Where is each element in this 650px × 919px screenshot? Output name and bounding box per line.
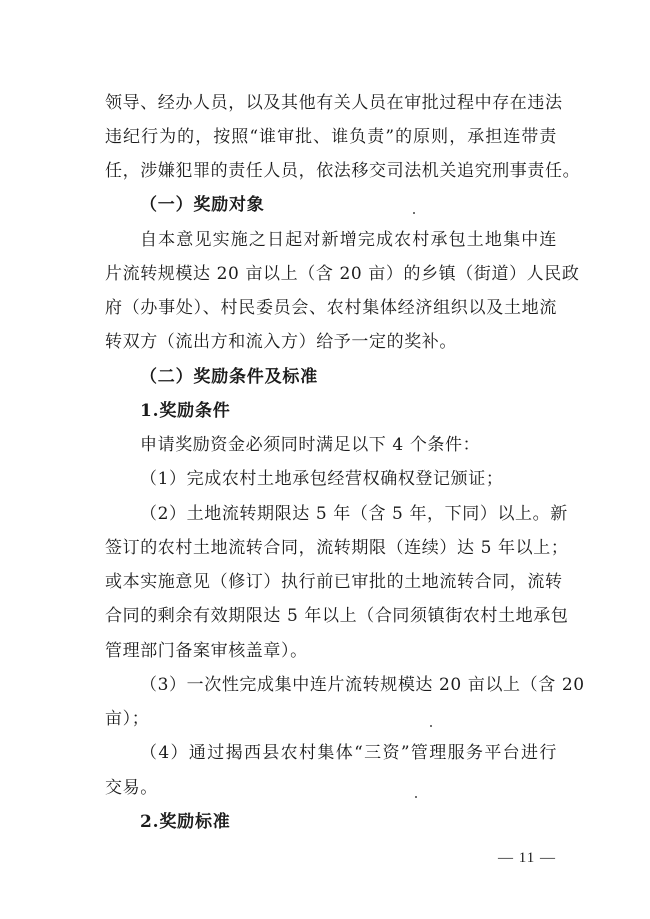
scan-speck <box>430 725 432 727</box>
body-line: 交易。 <box>105 778 158 798</box>
body-line: 签订的农村土地流转合同，流转期限（连续）达 5 年以上； <box>105 538 569 558</box>
list-item: （1）完成农村土地承包经营权确权登记颁证； <box>140 469 504 489</box>
body-line: 亩）； <box>105 709 150 729</box>
body-line: 申请奖励资金必须同时满足以下 4 个条件： <box>140 435 481 455</box>
subsection-heading: 1.奖励条件 <box>140 401 231 421</box>
body-line: 领导、经办人员，以及其他有关人员在审批过程中存在违法 <box>105 93 563 113</box>
body-line: 自本意见实施之日起对新增完成农村承包土地集中连 <box>140 230 557 250</box>
body-line: 任，涉嫌犯罪的责任人员，依法移交司法机关追究刑事责任。 <box>105 161 581 181</box>
page-number: — 11 — <box>498 850 556 866</box>
section-heading: （一）奖励对象 <box>140 195 265 215</box>
list-item: （3）一次性完成集中连片流转规模达 20 亩以上（含 20 <box>140 675 585 695</box>
scan-speck <box>415 796 417 798</box>
scan-speck <box>413 212 415 214</box>
body-line: 转双方（流出方和流入方）给予一定的奖补。 <box>105 332 457 352</box>
subsection-heading: 2.奖励标准 <box>140 812 231 832</box>
body-line: 管理部门备案审核盖章）。 <box>105 641 308 661</box>
body-line: 违纪行为的，按照“谁审批、谁负责”的原则，承担连带责 <box>105 127 557 147</box>
list-item: （4）通过揭西县农村集体“三资”管理服务平台进行 <box>140 743 557 763</box>
body-line: 府（办事处）、村民委员会、农村集体经济组织以及土地流 <box>105 298 557 318</box>
body-line: 合同的剩余有效期限达 5 年以上（合同须镇街农村土地承包 <box>105 606 569 626</box>
list-item: （2）土地流转期限达 5 年（含 5 年，下同）以上。新 <box>140 504 568 524</box>
section-heading: （二）奖励条件及标准 <box>140 367 318 387</box>
body-line: 片流转规模达 20 亩以上（含 20 亩）的乡镇（街道）人民政 <box>105 264 580 284</box>
body-line: 或本实施意见（修订）执行前已审批的土地流转合同，流转 <box>105 572 563 592</box>
